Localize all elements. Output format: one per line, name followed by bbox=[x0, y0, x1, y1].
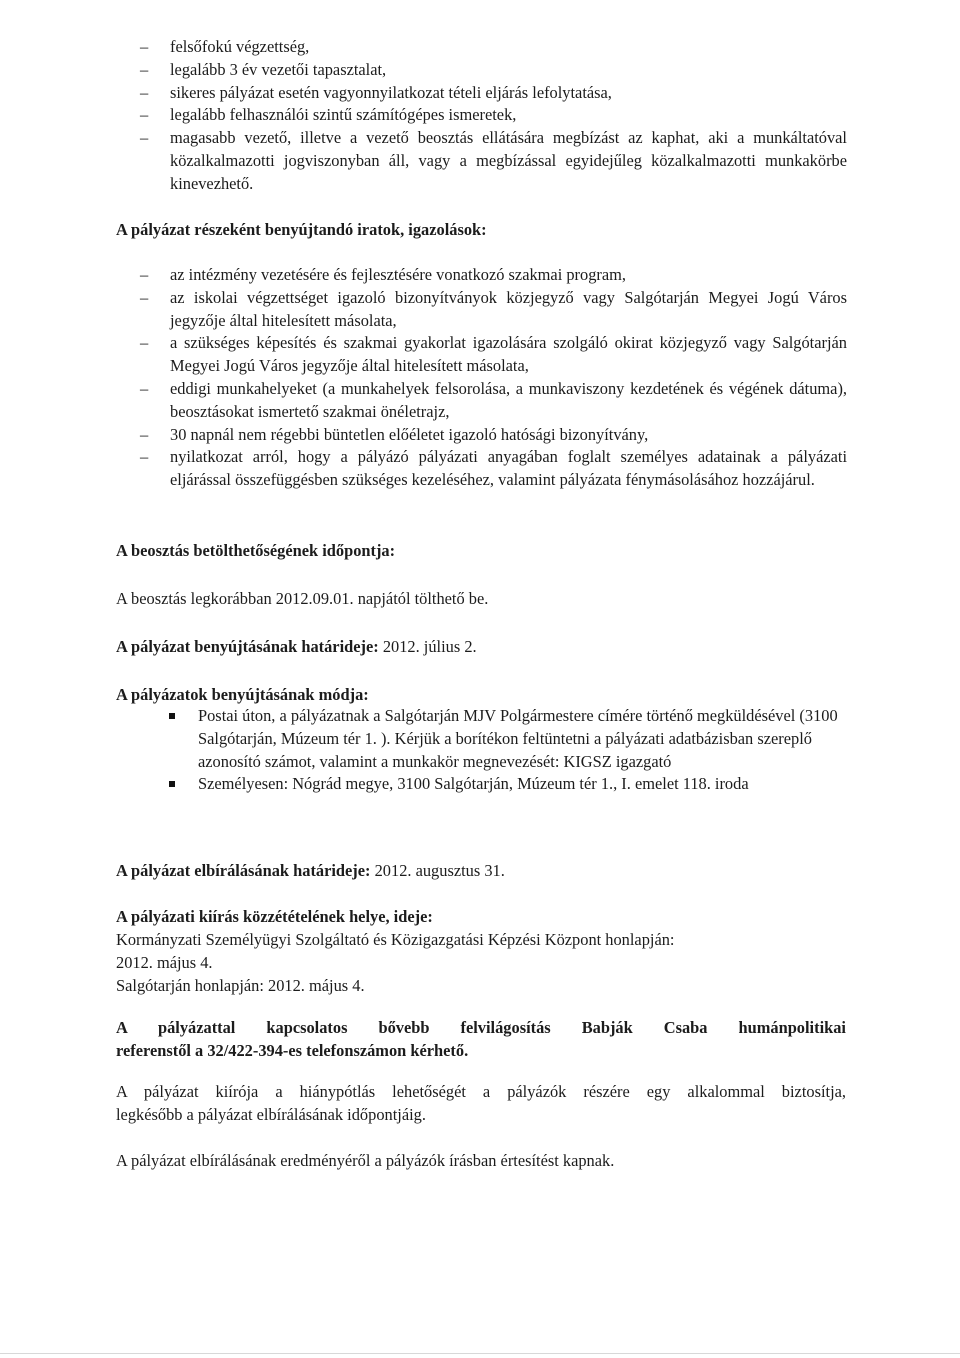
list-item: – nyilatkozat arról, hogy a pályázó pályázati anyagában foglalt személyes adatainak a pályázati eljárással összefüggésben szükséges kezeléséhez, valamint pályázata fénymásolásához hozzájárul. bbox=[140, 446, 847, 492]
submission-deadline bbox=[116, 636, 846, 659]
submission-method-heading: A pályázatok benyújtásának módja: bbox=[116, 685, 369, 704]
list-item: – legalább felhasználói szintű számítógépes ismeretek, bbox=[140, 104, 847, 127]
list-item: Személyesen: Nógrád megye, 3100 Salgótarján, Múzeum tér 1., I. emelet 118. iroda bbox=[168, 773, 848, 796]
contact-line: A pályázattal kapcsolatos bővebb felvilágosítás Babják Csaba humánpolitikai bbox=[116, 1018, 846, 1037]
list-item: – 30 napnál nem régebbi büntetlen előéletet igazoló hatósági bizonyítvány, bbox=[140, 424, 847, 447]
evaluation-deadline bbox=[116, 860, 846, 883]
publication-line: Kormányzati Személyügyi Szolgáltató és Közigazgatási Képzési Központ honlapján: bbox=[116, 930, 675, 949]
list-item: – az iskolai végzettséget igazoló bizonyítványok közjegyző vagy Salgótarján Megyei Jogú Város jegyzője által hitelesített másolata, bbox=[140, 287, 847, 333]
list-item: – a szükséges képesítés és szakmai gyakorlat igazolására szolgáló okirat közjegyző vagy Salgótarján Megyei Jogú Város jegyzője által hitelesített másolata, bbox=[140, 332, 847, 378]
list-item: – legalább 3 év vezetői tapasztalat, bbox=[140, 59, 847, 82]
list-item: – sikeres pályázat esetén vagyonnyilatkozat tételi eljárás lefolytatása, bbox=[140, 82, 847, 105]
issuer-right-paragraph bbox=[116, 1081, 846, 1127]
fill-date-text: A beosztás legkorábban 2012.09.01. napjától tölthető be. bbox=[116, 589, 489, 608]
publication-line: Salgótarján honlapján: 2012. május 4. bbox=[116, 976, 365, 995]
evaluation-deadline-value: 2012. augusztus 31. bbox=[370, 861, 505, 880]
fill-date-heading: A beosztás betölthetőségének időpontja: bbox=[116, 541, 396, 560]
list-item: – magasabb vezető, illetve a vezető beosztás ellátására megbízást az kaphat, aki a munkáltatóval közalkalmazotti jogviszonyban áll, vagy a megbízással egyidejűleg közalkalmazotti munkakörbe kinevezhető. bbox=[140, 127, 847, 195]
submission-deadline-label: A pályázat benyújtásának határideje: bbox=[116, 637, 379, 656]
issuer-right-line: legkésőbb a pályázat elbírálásának időpontjáig. bbox=[116, 1104, 426, 1124]
documents-heading: A pályázat részeként benyújtandó iratok, igazolások: bbox=[116, 220, 487, 239]
evaluation-deadline-label: A pályázat elbírálásának határideje: bbox=[116, 861, 371, 880]
list-item: Postai úton, a pályázatnak a Salgótarján MJV Polgármestere címére történő megküldésével (3100 Salgótarján, Múzeum tér 1. ). Kérjük a borítékon feltüntetni a pályázati adatbázisban szereplő azonosító számot, valamint a munkakör megnevezését: KIGSZ igazgató bbox=[168, 705, 848, 773]
issuer-right-line: A pályázat kiírója a hiánypótlás lehetőségét a pályázók részére egy alkalommal biztosítja, bbox=[116, 1082, 846, 1101]
requirements-list bbox=[140, 36, 847, 196]
notification-text: A pályázat elbírálásának eredményéről a pályázók írásban értesítést kapnak. bbox=[116, 1151, 615, 1170]
list-item: – az intézmény vezetésére és fejlesztésére vonatkozó szakmai program, bbox=[140, 264, 847, 287]
list-item: – eddigi munkahelyeket (a munkahelyek felsorolása, a munkaviszony kezdetének és végének dátuma), beosztásokat ismertető szakmai önéletrajz, bbox=[140, 378, 847, 424]
submission-method-list bbox=[168, 705, 848, 796]
contact-line: referenstől a 32/422-394-es telefonszámon kérhető. bbox=[116, 1041, 469, 1060]
publication-line: 2012. május 4. bbox=[116, 953, 213, 972]
page-bottom-divider bbox=[0, 1353, 960, 1354]
documents-list bbox=[140, 264, 847, 492]
submission-deadline-value: 2012. július 2. bbox=[378, 637, 477, 656]
list-item: – felsőfokú végzettség, bbox=[140, 36, 847, 59]
contact-paragraph bbox=[116, 1016, 846, 1062]
publication-heading: A pályázati kiírás közzétételének helye, ideje: bbox=[116, 907, 433, 926]
